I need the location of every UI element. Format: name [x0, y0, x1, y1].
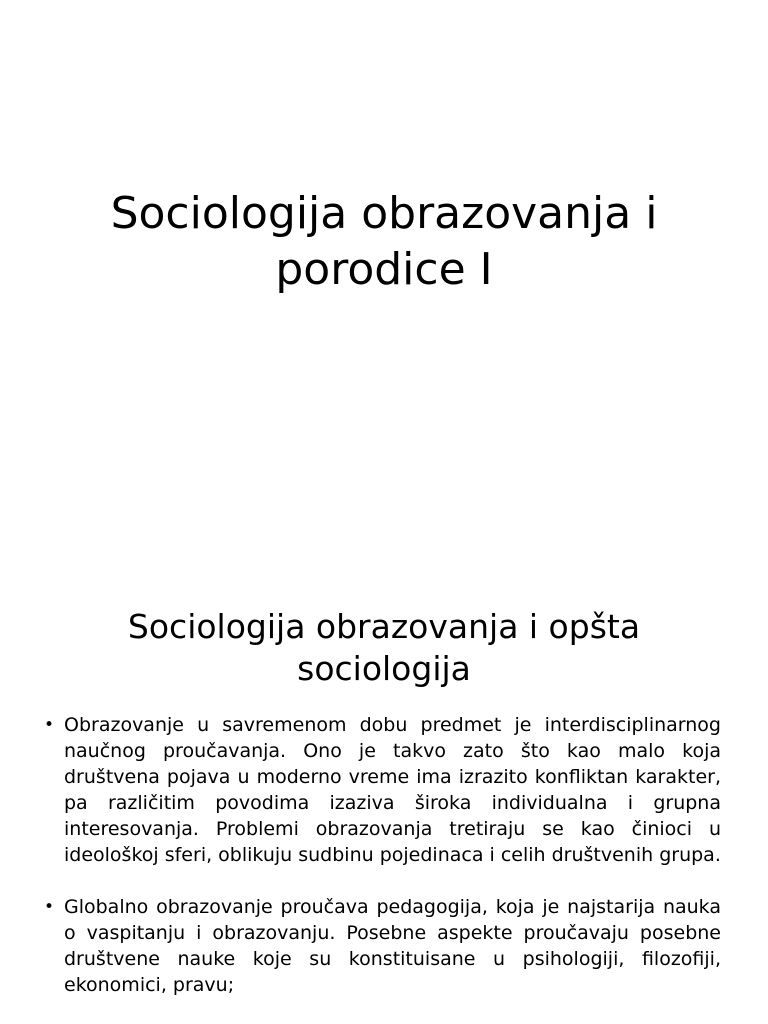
slide-heading: Sociologija obrazovanja i opšta sociologija [127, 607, 641, 688]
content-slide [0, 576, 768, 1024]
bullet-text: Obrazovanje u savremenom dobu predmet je interdisciplinarnog naučnog proučavanja. Ono je takvo zato što kao malo koja društvena pojava u moderno vreme ima izrazito konfliktan karakter, pa različitim povodima izaziva široka individualna i grupna interesovanja. Problemi obrazovanja tretiraju se kao činioci u ideološkoj sferi, oblikuju sudbinu pojedinaca i celih društvenih grupa. [64, 714, 721, 866]
bullet-list [44, 712, 721, 1024]
bullet-item [44, 894, 721, 998]
bullet-icon: • [44, 897, 55, 917]
bullet-item [44, 712, 721, 868]
slide-title: Sociologija obrazovanja i porodice I [110, 188, 658, 295]
bullet-text: Globalno obrazovanje proučava pedagogija, koja je najstarija nauka o vaspitanju i obrazovanju. Posebne aspekte proučavaju posebne društvene nauke koje su konstituisane u psihologiji, filozofiji, ekonomici, pravu; [64, 896, 721, 996]
bullet-icon: • [44, 715, 55, 735]
